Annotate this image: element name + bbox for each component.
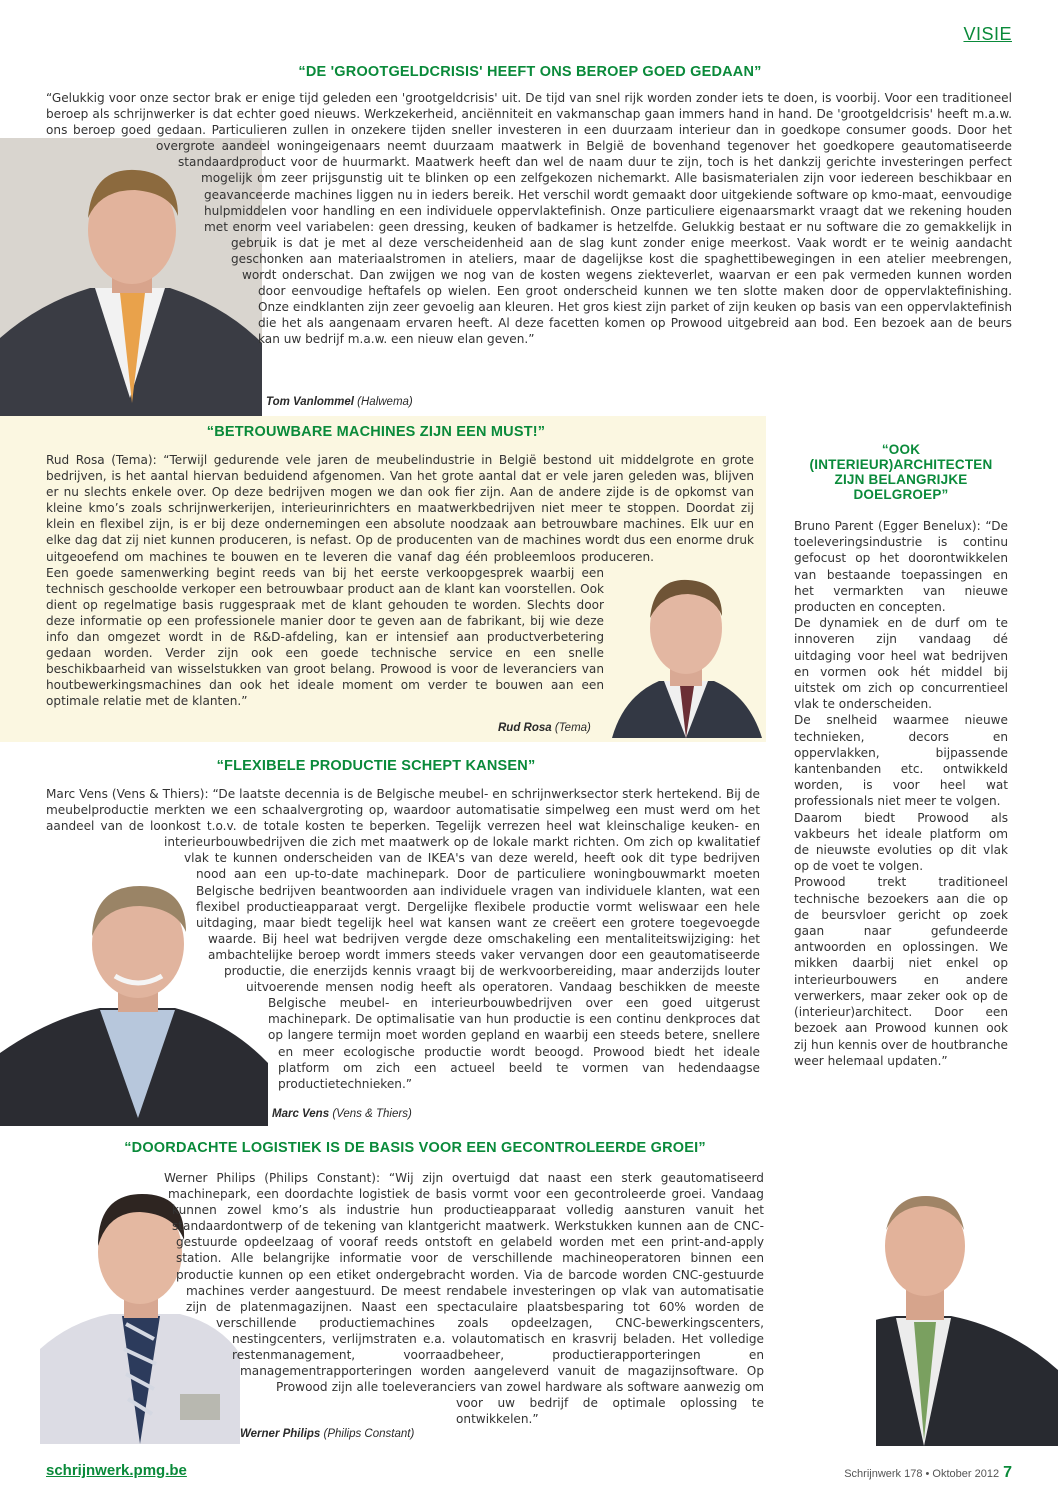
body-halwema — [46, 90, 1012, 390]
caption-philips-name: Werner Philips — [240, 1428, 321, 1440]
caption-vens-name: Marc Vens — [272, 1108, 330, 1120]
caption-tema-name: Rud Rosa — [498, 722, 552, 734]
section-tag: VISIE — [963, 24, 1012, 44]
heading-halwema: “DE 'GROOTGELDCRISIS' HEEFT ONS BEROEP GOED GEDAAN” — [298, 64, 762, 80]
footer-site-link[interactable]: schrijnwerk.pmg.be — [46, 1462, 187, 1479]
footer-issue-text: Schrijnwerk 178 • Oktober 2012 — [844, 1468, 1000, 1480]
heading-vens: “FLEXIBELE PRODUCTIE SCHEPT KANSEN” — [216, 758, 536, 774]
caption-philips-company: (Philips Constant) — [323, 1428, 415, 1440]
heading-philips: “DOORDACHTE LOGISTIEK IS DE BASIS VOOR EEN GECONTROLEERDE GROEI” — [124, 1140, 706, 1156]
body-vens-text: Marc Vens (Vens & Thiers): “De laatste decennia is de Belgische meubel- en schrijnwerksector sterk hertekend. Bij de meubelproductie merkten we een schaalvergroting op, waardoor automatisatie simpelweg een must werd om het aandeel van de loonkost t.o.v. de totale kosten te beperken. Tegelijk verrezen heel wat kleinschalige keuken- en interieurbouwbedrijven die zich met maatwerk op de lokale markt richten. Om zich op kwalitatief vlak te kunnen onderscheiden van de IKEA's van deze wereld, heeft ook dit type bedrijven nood aan een up-to-date machinepark. Door de particuliere woningbouwmarkt moeten Belgische bedrijven beantwoorden aan individuele vragen van individuele klanten, wat een flexibel productieapparaat vergt. Dergelijke flexibele productie vormt weliswaar een hele uitdaging, maar biedt tegelijk heel wat kansen want ze creëert een grotere toegevoegde waarde. Bij heel wat bedrijven vergde deze omschakeling een mentaliteitswijziging: het ambachtelijke beroep wordt immers steeds vaker vervangen door een geautomatiseerde productie, die enerzijds kennis vraagt bij de werkvoorbereiding, maar anderzijds louter uitvoerende mensen nodig heeft als operatoren. Vandaag beschikken de meeste Belgische meubel- en interieurbouwbedrijven over een goed uitgerust machinepark. De optimalisatie van hun productie is een continu denkproces dat op langere termijn moet worden gepland en waarbij een steeds betere, snellere en meer ecologische productie wordt beoogd. Prowood biedt het ideale platform om zich een actueel beeld te vormen van hedendaagse productietechnieken.” — [46, 787, 760, 1091]
footer-page-number: 7 — [1003, 1464, 1012, 1481]
body-philips-text: Werner Philips (Philips Constant): “Wij zijn overtuigd dat naast een sterk geautomatiseerd machinepark, een doordachte logistiek de basis vormt voor een gecontroleerde groei. Vandaag kunnen zowel kmo’s als industrie hun productieapparaat volledig aansturen vanuit het standaardontwerp of de tekening van klantgericht maatwerk. Werkstukken kunnen aan de CNC-gestuurde opdeelzaag of vooraf reeds ontstoft en gelabeld worden met een print-and-apply station. Alle belangrijke informatie voor de verschillende machineoperatoren binnen een productie kunnen op een etiket ondergebracht worden. Via de barcode worden CNC-gestuurde machines verder aangestuurd. De meest rendabele investeringen op vlak van automatisatie zijn de platenmagazijnen. Naast een spectaculaire plaatsbesparing tot 60% worden de verschillende productiemachines zoals opdeelzagen, CNC-bewerkingscenters, nestingcenters, verlijmstraten e.a. volautomatisch en krasvrij beladen. Het volledige restenmanagement, voorraadbeheer, productierapporteringen en managementrapporteringen worden aangeleverd vanuit de magazijnsoftware. Op Prowood zijn alle toeleveranciers van zowel hardware als software aanwezig om voor uw bedrijf de optimale oplossing te ontwikkelen.” — [164, 1171, 764, 1427]
body-egger-p1: Bruno Parent (Egger Benelux): “De toeleveringsindustrie is continu gefocust op het doorontwikkelen van bestaande toepassingen en het vermarkten van nieuwe producten en concepten. — [794, 519, 1008, 615]
caption-halwema-company: (Halwema) — [357, 396, 413, 408]
body-tema-text: Rud Rosa (Tema): “Terwijl gedurende vele jaren de meubelindustrie in België bestond uit middelgrote en grote bedrijven, is het aantal hiervan beduidend afgenomen. Van het grote aantal dat er vele jaren geleden was, blijven er nu slechts enkele over. Op deze bedrijven mogen we dan ook fier zijn. Aan de andere zijde is de opkomst van kleine kmo’s zoals schrijnwerkerijen, interieurinrichters en maatwerkbedrijven niet meer te stoppen. Doordat zij klein en flexibel zijn, is er bij deze ondernemingen een absolute noodzaak aan betrouwbare machines. Elk uur en elke dag dat zij niet kunnen produceren, is nefast. Op de producenten van de machines wordt dus een enorme druk uitgeoefend om machines te bouwen en te leveren die vanaf dag één probleemloos produceren. Een goede samenwerking begint reeds van bij het eerste verkoopgesprek waarbij een technisch geschoolde verkoper een betrouwbaar product aan de klant kan voorstellen. Ook dient op regelmatige basis ruggespraak met de klant gehouden te worden. Slechts door deze informatie op een professionele manier door te geven aan de fabrikant, bij wie deze info dan omgezet wordt in de R&D-afdeling, kan er intensief aan productverbetering gedaan worden. Verder zijn ook een goede technische service en een snelle beschikbaarheid van wisselstukken van groot belang. Prowood is voor de leveranciers van houtbewerkingsmachines dan ook het ideale moment om verder te bouwen aan een optimale relatie met de klanten.” — [46, 453, 754, 709]
photo-bruno-parent — [786, 1170, 1058, 1446]
body-egger-p5: Prowood trekt traditioneel technische bezoekers aan die op de beursvloer gericht op zoek gaan naar gefundeerde antwoorden en oplossingen. We mikken daarbij niet enkel op interieurbouwers en andere verwerkers, maar zeker ook op de (interieur)architect. Door een bezoek aan Prowood kunnen ook zij hun kennis over de houtbranche weer helemaal updaten.” — [794, 875, 1008, 1068]
body-halwema-text: “Gelukkig voor onze sector brak er enige tijd geleden een 'grootgeldcrisis' uit. De tijd van snel rijk worden zonder iets te doen, is voorbij. Voor een traditioneel beroep als schrijnwerker is dat echter goed nieuws. Werkzekerheid, anciënniteit en vakmanschap gaan immers hand in hand. De 'grootgeldcrisis' heeft m.a.w. ons beroep goed gedaan. Particulieren zullen in onzekere tijden sneller investeren in een duurzaam interieur dan in goedkope consumer goods. Door het overgrote aandeel woningeigenaars neemt duurzaam maatwerk in België de bovenhand tegenover het goedkopere geautomatiseerde standaardproduct voor de huurmarkt. Maatwerk heeft dan wel de naam duur te zijn, toch is het dankzij gerichte investeringen perfect mogelijk om zeer prijsgunstig uit te blinken op een zelfgekozen nichemarkt. Alle basismaterialen zijn voor iedereen beschikbaar en geavanceerde machines liggen nu in ieders bereik. Het verschil wordt gemaakt door uitgekiende software op kmo-maat, eenvoudige hulpmiddelen voor handling en een individuele oppervlaktefinish. Onze particuliere eigenaarsmarkt vraagt dat we rekening houden met enorm veel variabelen: geen dressing, keuken of badkamer is hetzelfde. Gelukkig bestaat er nu software die zo gemakkelijk in gebruik is dat je met al deze verscheidenheid aan de slag kunt zonder enige meerkost. Vaak wordt er te weinig aandacht geschonken aan materiaalstromen in ateliers, maar de dagelijkse kost die spaghettibewegingen in een atelier meebrengen, wordt onderschat. Dan zwijgen we nog van de kosten wegens ziekteverlet, waarvan er een pak vermeden kunnen worden door eenvoudige heftafels op wielen. Een groot onderscheid kunnen we ten slotte maken door de oppervlaktefinishing. Onze eindklanten zijn zeer gevoelig aan kleuren. Het gros kiest zijn parket of zijn keuken op basis van een oppervlaktefinish die het als aangenaam ervaren heeft. Al deze facetten komen op Prowood uitgebreid aan bod. Een bezoek aan de beurs kan uw bedrijf m.a.w. een nieuw elan geven.” — [46, 91, 1012, 347]
heading-tema: “BETROUWBARE MACHINES ZIJN EEN MUST!” — [206, 424, 546, 440]
body-egger-p2: De dynamiek en de durf om te innoveren zijn vandaag dé uitdaging voor heel wat bedrijven en vormen ook hét middel bij uitstek om zich op concurrentieel vlak te onderscheiden. — [794, 616, 1008, 712]
body-vens — [46, 786, 760, 1116]
footer-issue — [844, 1464, 1012, 1482]
body-egger — [794, 518, 1008, 1069]
body-egger-p3: De snelheid waarmee nieuwe technieken, decors en oppervlakken, bijpassende kantenbanden etc. ontwikkeld worden, is voor heel wat professionals niet meer te volgen. — [794, 713, 1008, 809]
body-tema — [46, 452, 754, 734]
caption-tema-company: (Tema) — [554, 722, 591, 734]
heading-egger: “OOK (INTERIEUR)ARCHITECTEN ZIJN BELANGRIJKE DOELGROEP” — [809, 442, 993, 502]
caption-vens-company: (Vens & Thiers) — [332, 1108, 412, 1120]
body-philips — [46, 1170, 764, 1438]
caption-halwema — [266, 396, 413, 408]
body-egger-p4: Daarom biedt Prowood als vakbeurs het ideale platform om de nieuwste evoluties op dit vlak op de voet te volgen. — [794, 810, 1008, 874]
caption-halwema-name: Tom Vanlommel — [266, 396, 354, 408]
